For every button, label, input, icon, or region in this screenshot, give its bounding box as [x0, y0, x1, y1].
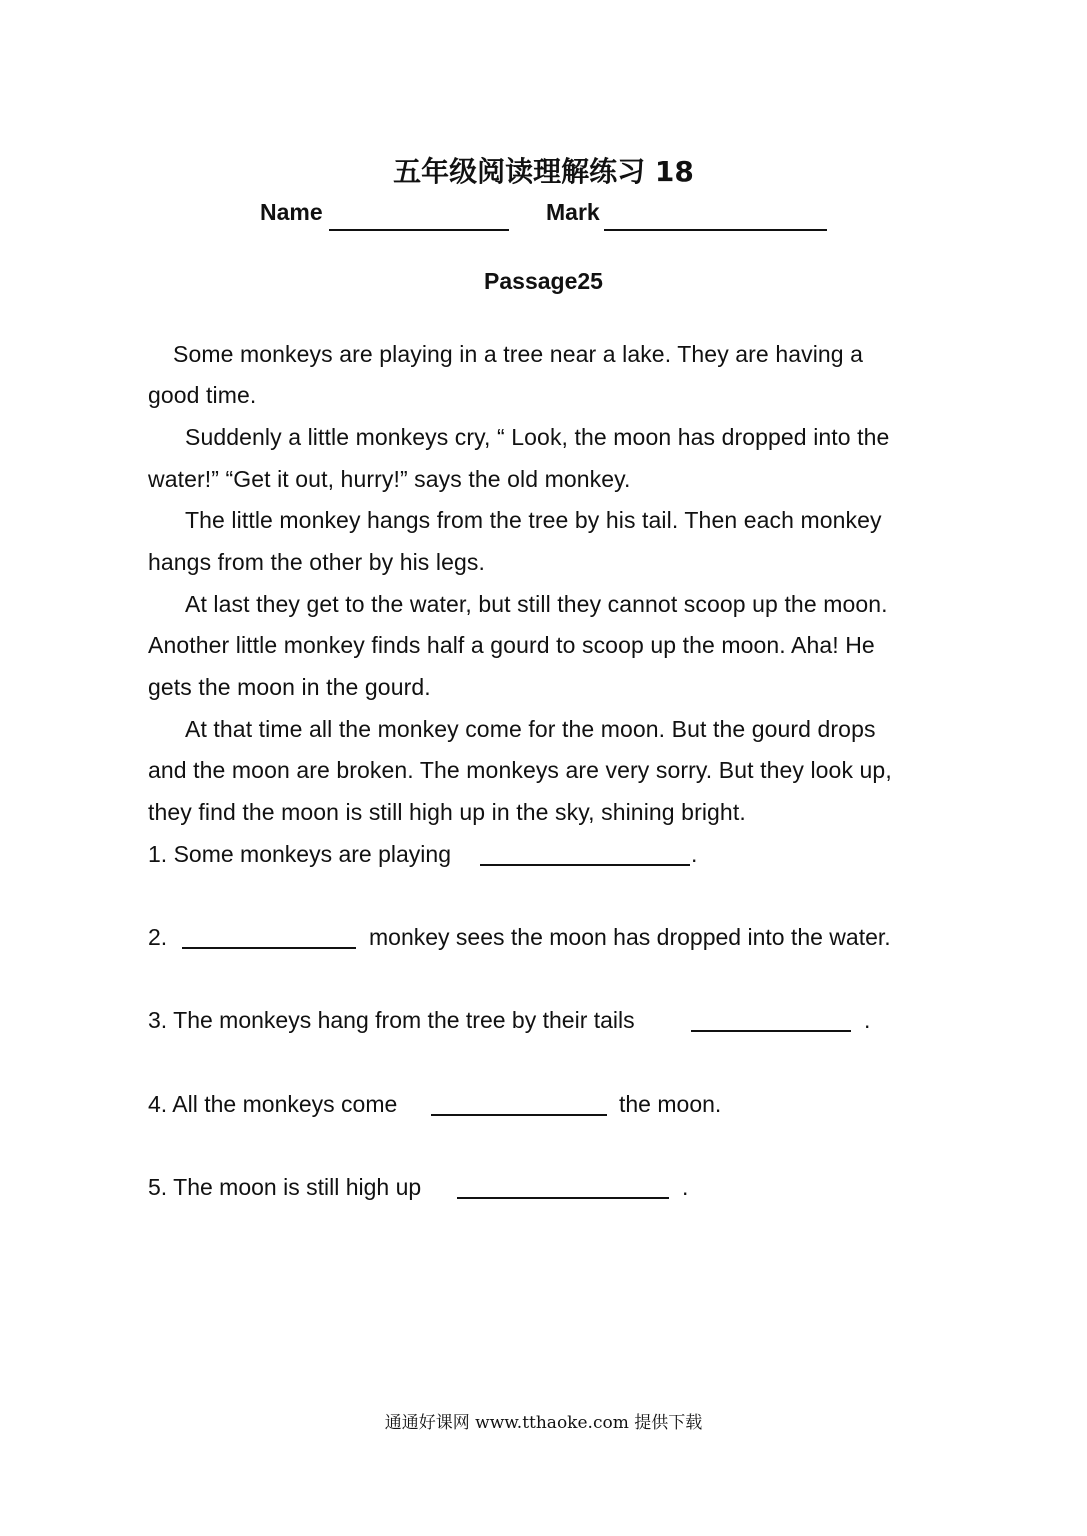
name-blank — [329, 229, 509, 231]
passage-line: gets the moon in the gourd. — [148, 674, 431, 700]
passage-title: Passage25 — [484, 268, 603, 294]
mark-label: Mark — [546, 199, 600, 225]
passage-line: they find the moon is still high up in the sky, shining bright. — [148, 799, 746, 825]
question-3-text: 3. The monkeys hang from the tree by their tails — [148, 1007, 635, 1033]
passage-line: The little monkey hangs from the tree by his tail. Then each monkey — [185, 507, 882, 533]
question-5-end: . — [682, 1174, 689, 1200]
passage-line: Another little monkey finds half a gourd to scoop up the moon. Aha! He — [148, 632, 875, 658]
question-2-number: 2. — [148, 924, 168, 950]
passage-line: At that time all the monkey come for the moon. But the gourd drops — [185, 716, 876, 742]
worksheet-title: 五年级阅读理解练习 18 — [393, 155, 694, 188]
passage-line: good time. — [148, 382, 257, 408]
question-3-blank[interactable] — [691, 1030, 851, 1032]
question-4-blank[interactable] — [431, 1114, 607, 1116]
question-1-text: 1. Some monkeys are playing — [148, 841, 451, 867]
passage-line: water!” “Get it out, hurry!” says the old monkey. — [148, 466, 631, 492]
question-4-text: 4. All the monkeys come — [148, 1091, 398, 1117]
mark-blank — [604, 229, 827, 231]
question-2-blank[interactable] — [182, 947, 356, 949]
footer-source: 通通好课网 www.tthaoke.com 提供下载 — [384, 1413, 703, 1433]
question-5-blank[interactable] — [457, 1197, 669, 1199]
passage-line: Some monkeys are playing in a tree near a lake. They are having a — [173, 341, 864, 367]
question-4-end: the moon. — [619, 1091, 722, 1117]
question-3-end: . — [864, 1007, 871, 1033]
passage-line: At last they get to the water, but still they cannot scoop up the moon. — [185, 591, 888, 617]
question-5-text: 5. The moon is still high up — [148, 1174, 422, 1200]
passage-line: Suddenly a little monkeys cry, “ Look, the moon has dropped into the — [185, 424, 890, 450]
passage-line: and the moon are broken. The monkeys are very sorry. But they look up, — [148, 757, 892, 783]
passage-line: hangs from the other by his legs. — [148, 549, 485, 575]
question-2-text: monkey sees the moon has dropped into the water. — [369, 924, 891, 950]
question-1-blank[interactable] — [480, 864, 690, 866]
question-1-end: . — [691, 841, 698, 867]
name-label: Name — [260, 199, 323, 225]
